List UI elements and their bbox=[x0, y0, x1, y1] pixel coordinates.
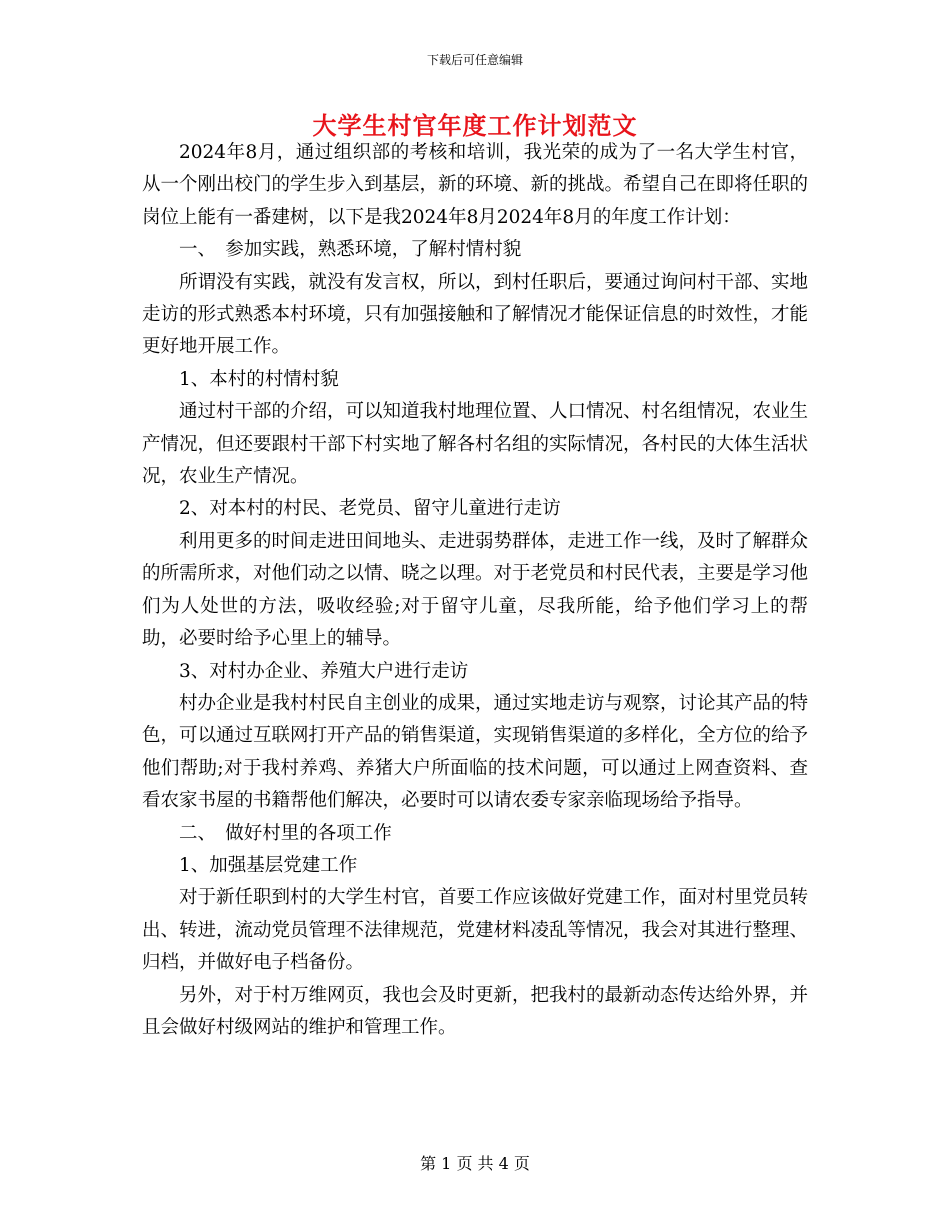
section-heading-1: 一、 参加实践，熟悉环境，了解村情村貌 bbox=[179, 239, 522, 261]
page-header: 下载后可任意编辑 bbox=[426, 53, 523, 67]
subheading: 3、对村办企业、养殖大户进行走访 bbox=[179, 660, 469, 682]
subheading: 2、对本村的村民、老党员、留守儿童进行走访 bbox=[179, 498, 561, 520]
paragraph: 通过村干部的介绍，可以知道我村地理位置、人口情况、村名组情况，农业生产情况，但还要跟村干部下村实地了解各村名组的实际情况，各村民的大体生活状况，农业生产情况。 bbox=[142, 401, 809, 488]
page-number: 第 1 页 共 4 页 bbox=[420, 1154, 530, 1173]
subheading: 1、本村的村情村貌 bbox=[179, 368, 339, 390]
document-body bbox=[142, 137, 808, 1044]
paragraph-intro: 2024年8月，通过组织部的考核和培训，我光荣的成为了一名大学生村官，从一个刚出校门的学生步入到基层，新的环境、新的挑战。希望自己在即将任职的岗位上能有一番建树，以下是我2024年8月2024年8月的年度工作计划： bbox=[142, 142, 809, 228]
document-title: 大学生村官年度工作计划范文 bbox=[312, 111, 638, 140]
paragraph: 村办企业是我村村民自主创业的成果，通过实地走访与观察，讨论其产品的特色，可以通过互联网打开产品的销售渠道，实现销售渠道的多样化，全方位的给予他们帮助;对于我村养鸡、养猪大户所面临的技术问题，可以通过上网查资料、查看农家书屋的书籍帮他们解决，必要时可以请农委专家亲临现场给予指导。 bbox=[142, 692, 809, 812]
paragraph: 所谓没有实践，就没有发言权，所以，到村任职后，要通过询问村干部、实地走访的形式熟悉本村环境，只有加强接触和了解情况才能保证信息的时效性，才能更好地开展工作。 bbox=[142, 271, 809, 358]
section-heading-2: 二、 做好村里的各项工作 bbox=[179, 822, 392, 844]
paragraph: 另外，对于村万维网页，我也会及时更新，把我村的最新动态传达给外界，并且会做好村级网站的维护和管理工作。 bbox=[142, 984, 809, 1038]
paragraph: 利用更多的时间走进田间地头、走进弱势群体，走进工作一线，及时了解群众的所需所求，对他们动之以情、晓之以理。对于老党员和村民代表，主要是学习他们为人处世的方法，吸收经验;对于留守儿童，尽我所能，给予他们学习上的帮助，必要时给予心里上的辅导。 bbox=[142, 530, 809, 650]
paragraph: 对于新任职到村的大学生村官，首要工作应该做好党建工作，面对村里党员转出、转进，流动党员管理不法律规范，党建材料凌乱等情况，我会对其进行整理、归档，并做好电子档备份。 bbox=[142, 887, 809, 974]
subheading: 1、加强基层党建工作 bbox=[179, 854, 358, 876]
